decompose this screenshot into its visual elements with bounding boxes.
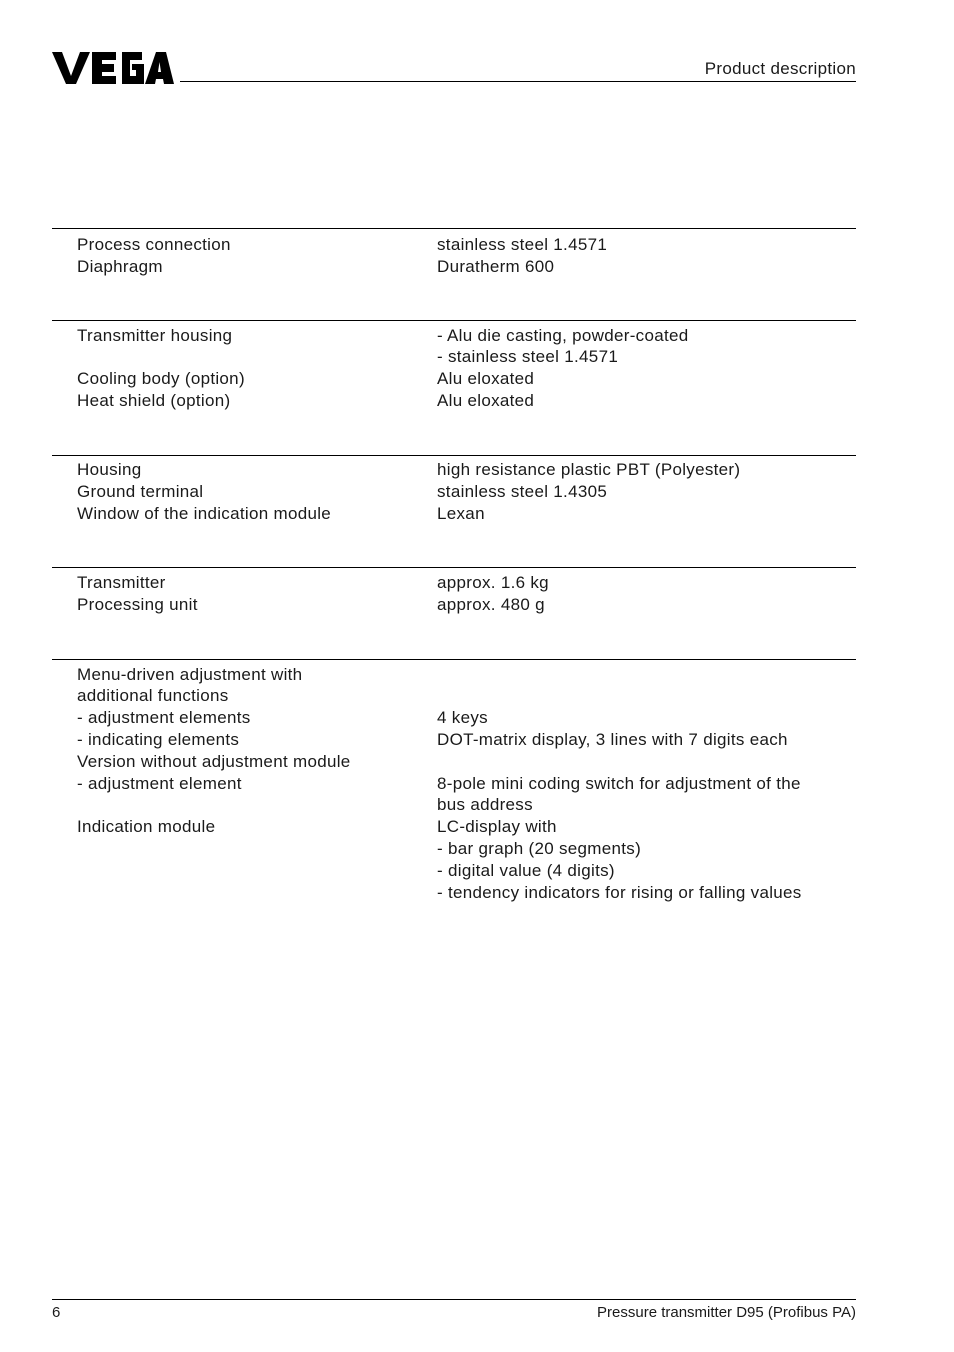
spec-row	[52, 325, 856, 347]
spec-row	[52, 346, 856, 368]
spec-row	[52, 368, 856, 390]
spec-label: Menu-driven adjustment with	[77, 665, 303, 684]
spec-label: Ground terminal	[77, 482, 204, 501]
header-rule	[180, 81, 856, 82]
materials-housing-section	[52, 320, 856, 410]
spec-row	[52, 664, 856, 686]
materials-wetted-section	[52, 228, 856, 276]
spec-row	[52, 390, 856, 412]
spec-row	[52, 481, 856, 503]
spec-label: Transmitter	[77, 573, 166, 592]
spec-label: Indication module	[77, 817, 216, 836]
spec-value: 4 keys	[437, 708, 488, 727]
spec-label: Diaphragm	[77, 257, 163, 276]
spec-value: stainless steel 1.4571	[437, 235, 608, 254]
adjustment-indication-section	[52, 659, 856, 902]
spec-label: - indicating elements	[77, 730, 240, 749]
spec-label: Process connection	[77, 235, 231, 254]
spec-row	[52, 838, 856, 860]
weight-section	[52, 567, 856, 614]
spec-row	[52, 751, 856, 773]
spec-label: Window of the indication module	[77, 504, 332, 523]
spec-value: Lexan	[437, 504, 485, 523]
spec-value: - stainless steel 1.4571	[437, 347, 619, 366]
spec-row	[52, 685, 856, 707]
spec-value: LC-display with	[437, 817, 557, 836]
document-title: Pressure transmitter D95 (Profibus PA)	[597, 1304, 856, 1321]
spec-row	[52, 459, 856, 481]
spec-label: Cooling body (option)	[77, 369, 245, 388]
spec-row	[52, 234, 856, 256]
spec-value: approx. 1.6 kg	[437, 573, 549, 592]
section-title: Product description	[704, 59, 856, 78]
spec-label: - adjustment element	[77, 774, 242, 793]
spec-row	[52, 773, 856, 795]
spec-value: - Alu die casting, powder-coated	[437, 326, 689, 345]
page-number: 6	[52, 1304, 61, 1321]
spec-row	[52, 729, 856, 751]
spec-value: - tendency indicators for rising or falling values	[437, 883, 802, 902]
spec-row	[52, 707, 856, 729]
spec-value: Alu eloxated	[437, 369, 535, 388]
spec-value: Duratherm 600	[437, 257, 555, 276]
spec-label: Version without adjustment module	[77, 752, 351, 771]
spec-row	[52, 594, 856, 616]
spec-value: approx. 480 g	[437, 595, 545, 614]
spec-value: Alu eloxated	[437, 391, 535, 410]
spec-label: additional functions	[77, 686, 229, 705]
spec-label: - adjustment elements	[77, 708, 251, 727]
spec-value: - bar graph (20 segments)	[437, 839, 642, 858]
spec-label: Heat shield (option)	[77, 391, 231, 410]
spec-row	[52, 882, 856, 904]
spec-value: - digital value (4 digits)	[437, 861, 615, 880]
spec-value: stainless steel 1.4305	[437, 482, 608, 501]
spec-row	[52, 860, 856, 882]
materials-processing-unit-section	[52, 455, 856, 523]
spec-value: bus address	[437, 795, 533, 814]
spec-value: 8-pole mini coding switch for adjustment of the	[437, 774, 801, 793]
spec-row	[52, 816, 856, 838]
spec-row	[52, 503, 856, 525]
spec-row	[52, 572, 856, 594]
spec-row	[52, 794, 856, 816]
spec-value: DOT-matrix display, 3 lines with 7 digits each	[437, 730, 788, 749]
spec-label: Processing unit	[77, 595, 198, 614]
footer-rule	[52, 1299, 856, 1300]
vega-logo	[52, 48, 174, 86]
spec-label: Housing	[77, 460, 142, 479]
spec-value: high resistance plastic PBT (Polyester)	[437, 460, 741, 479]
spec-row	[52, 256, 856, 278]
spec-label: Transmitter housing	[77, 326, 233, 345]
